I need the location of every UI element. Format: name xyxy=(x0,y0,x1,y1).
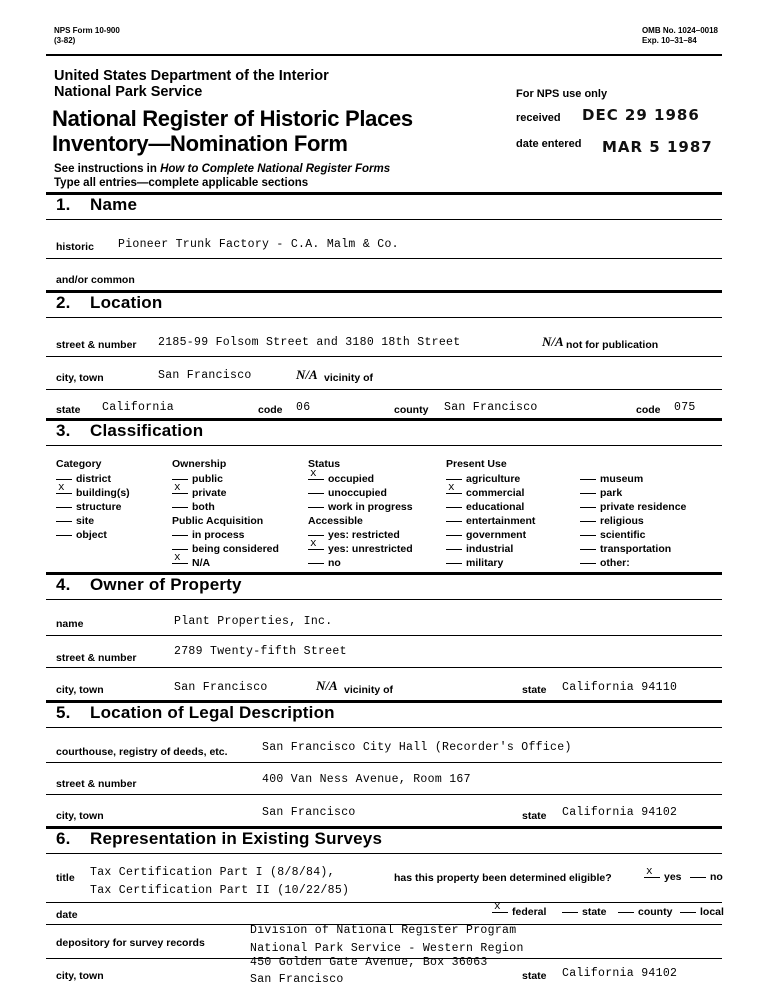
category-item-label: district xyxy=(76,473,112,485)
checkbox-blank[interactable] xyxy=(56,507,72,508)
depository-city-line2[interactable]: San Francisco xyxy=(250,973,344,986)
check-x-mark: x xyxy=(174,482,181,494)
received-label: received xyxy=(516,112,561,124)
checkbox-blank[interactable] xyxy=(56,479,72,480)
checkbox-blank[interactable] xyxy=(446,549,462,550)
section-2-rule-1 xyxy=(46,356,722,357)
agency-line1: United States Department of the Interior xyxy=(54,68,329,84)
checkbox-blank[interactable] xyxy=(618,912,634,913)
owner-vicinity-na: N/A xyxy=(316,678,338,693)
checkbox-blank[interactable] xyxy=(172,507,188,508)
section-4-number: 4. xyxy=(56,575,71,594)
use-item-label: military xyxy=(466,557,504,569)
section-1-rule-1 xyxy=(46,258,722,259)
checkbox-blank[interactable] xyxy=(56,535,72,536)
use-item-label: entertainment xyxy=(466,515,536,527)
check-x-mark: x xyxy=(174,552,181,564)
accessible-item-yes-restricted[interactable] xyxy=(308,529,400,541)
location-state-code-value[interactable]: 06 xyxy=(296,401,311,414)
checkbox-blank[interactable] xyxy=(580,479,596,480)
accessible-heading: Accessible xyxy=(308,515,363,527)
depository-label: depository for survey records xyxy=(56,937,205,949)
checkbox-blank[interactable] xyxy=(580,563,596,564)
use-item-educational[interactable] xyxy=(446,501,524,513)
location-county-code-label: code xyxy=(636,404,661,416)
legal-street-label: street & number xyxy=(56,778,137,790)
section-6-rule-1 xyxy=(46,902,722,903)
use-item-museum[interactable] xyxy=(580,473,643,485)
section-3-title: Classification xyxy=(90,421,204,440)
checkbox-blank[interactable] xyxy=(492,901,508,913)
instructions-line2: Type all entries—complete applicable sections xyxy=(54,177,309,189)
ownership-item-label: public xyxy=(192,473,223,485)
checkbox-blank[interactable] xyxy=(446,479,462,480)
use-item-label: other: xyxy=(600,557,630,569)
page-title xyxy=(52,106,413,156)
section-1-number: 1. xyxy=(56,195,71,214)
use-item-private-residence[interactable] xyxy=(580,501,686,513)
checkbox-blank[interactable] xyxy=(56,521,72,522)
eligible-no-label: no xyxy=(710,871,723,883)
omb-number xyxy=(642,26,718,46)
check-x-mark: x xyxy=(310,468,317,480)
use-item-industrial[interactable] xyxy=(446,543,513,555)
checkbox-blank[interactable] xyxy=(172,482,188,494)
ownership-item-label: both xyxy=(192,501,215,513)
use-item-label: educational xyxy=(466,501,525,513)
location-county-value[interactable]: San Francisco xyxy=(444,401,538,414)
depository-value-line2[interactable]: National Park Service - Western Region xyxy=(250,942,524,955)
use-item-scientific[interactable] xyxy=(580,529,646,541)
depository-state-value[interactable]: California 94102 xyxy=(562,967,678,980)
checkbox-blank[interactable] xyxy=(172,552,188,564)
level-local[interactable] xyxy=(680,906,724,918)
status-item-work-in-progress[interactable] xyxy=(308,501,413,513)
ownership-item-both[interactable] xyxy=(172,501,215,513)
location-street-value[interactable]: 2185-99 Folsom Street and 3180 18th Street xyxy=(158,336,461,349)
category-item-object[interactable] xyxy=(56,529,107,541)
header-divider xyxy=(46,54,722,56)
historic-label: historic xyxy=(56,241,94,253)
category-item-site[interactable] xyxy=(56,515,94,527)
section-3-number: 3. xyxy=(56,421,71,440)
agency-block xyxy=(54,68,329,100)
legal-state-value[interactable]: California 94102 xyxy=(562,806,678,819)
owner-street-value[interactable]: 2789 Twenty-fifth Street xyxy=(174,645,347,658)
section-5-title: Location of Legal Description xyxy=(90,703,335,722)
use-item-transportation[interactable] xyxy=(580,543,671,555)
page-title-line1: National Register of Historic Places xyxy=(52,106,413,131)
location-county-code-value[interactable]: 075 xyxy=(674,401,696,414)
eligible-yes-option[interactable] xyxy=(644,866,682,883)
eligible-yes-label: yes xyxy=(664,871,682,883)
accessible-item-label: yes: restricted xyxy=(328,529,400,541)
accessible-item-label: yes: unrestricted xyxy=(328,543,413,555)
level-federal[interactable] xyxy=(492,901,547,918)
depository-value-line1[interactable]: Division of National Register Program xyxy=(250,924,517,937)
section-4-rule-1 xyxy=(46,635,722,636)
ownership-item-label: private xyxy=(192,487,227,499)
location-state-value[interactable]: California xyxy=(102,401,175,414)
checkbox-blank[interactable] xyxy=(446,535,462,536)
checkbox-blank[interactable] xyxy=(308,468,324,480)
omb-line1: OMB No. 1024–0018 xyxy=(641,26,718,35)
accessible-item-label: no xyxy=(328,557,341,569)
legal-street-value[interactable]: 400 Van Ness Avenue, Room 167 xyxy=(262,773,471,786)
form-number-line2: (3-82) xyxy=(54,36,76,45)
category-item-label: site xyxy=(76,515,95,527)
courthouse-label: courthouse, registry of deeds, etc. xyxy=(56,746,228,758)
owner-state-label: state xyxy=(522,684,547,696)
eligible-no-option[interactable] xyxy=(690,871,723,883)
owner-street-label: street & number xyxy=(56,652,137,664)
acquisition-item-in-process[interactable] xyxy=(172,529,245,541)
use-item-label: government xyxy=(466,529,527,541)
checkbox-blank[interactable] xyxy=(690,877,706,878)
acquisition-item-na[interactable] xyxy=(172,552,211,569)
use-item-park[interactable] xyxy=(580,487,622,499)
date-entered-label: date entered xyxy=(516,138,582,150)
checkbox-blank[interactable] xyxy=(172,549,188,550)
status-item-label: unoccupied xyxy=(328,487,387,499)
category-item-label: structure xyxy=(76,501,122,513)
date-entered-stamp: MAR 5 1987 xyxy=(602,138,713,156)
use-item-entertainment[interactable] xyxy=(446,515,535,527)
legal-state-label: state xyxy=(522,810,547,822)
checkbox-blank[interactable] xyxy=(580,521,596,522)
location-city-label: city, town xyxy=(56,372,104,384)
section-2-rule-2 xyxy=(46,389,722,390)
use-item-label: transportation xyxy=(600,543,672,555)
survey-title-value-line1[interactable]: Tax Certification Part I (8/8/84), xyxy=(90,866,335,879)
check-x-mark: x xyxy=(58,482,65,494)
use-item-government[interactable] xyxy=(446,529,526,541)
section-6-title: Representation in Existing Surveys xyxy=(90,829,383,848)
category-heading: Category xyxy=(56,458,102,470)
acquisition-item-label: N/A xyxy=(192,557,211,569)
use-item-label: religious xyxy=(600,515,644,527)
depository-city-label: city, town xyxy=(56,970,104,982)
nomination-form xyxy=(46,26,724,986)
common-name-label: and/or common xyxy=(56,274,135,286)
location-county-label: county xyxy=(394,404,429,416)
legal-city-value[interactable]: San Francisco xyxy=(262,806,356,819)
use-item-commercial[interactable] xyxy=(446,482,525,499)
level-state[interactable] xyxy=(562,906,607,918)
survey-title-label: title xyxy=(56,872,75,884)
depository-city-line1[interactable]: 450 Golden Gate Avenue, Box 36063 xyxy=(250,956,488,969)
public-acquisition-heading: Public Acquisition xyxy=(172,515,264,527)
location-street-label: street & number xyxy=(56,339,137,351)
section-1-title: Name xyxy=(90,195,138,214)
survey-date-label: date xyxy=(56,909,78,921)
instructions-line1-prefix: See instructions in xyxy=(54,163,161,175)
check-x-mark: x xyxy=(310,538,317,550)
section-5-rule-2 xyxy=(46,794,722,795)
use-item-agriculture[interactable] xyxy=(446,473,520,485)
check-x-mark: x xyxy=(494,901,501,913)
check-x-mark: x xyxy=(646,866,653,878)
use-item-label: agriculture xyxy=(466,473,521,485)
level-label: federal xyxy=(512,906,547,918)
location-vicinity-label: vicinity of xyxy=(324,372,374,384)
checkbox-blank[interactable] xyxy=(172,535,188,536)
owner-name-value[interactable]: Plant Properties, Inc. xyxy=(174,615,333,628)
checkbox-blank[interactable] xyxy=(308,538,324,550)
received-date-stamp: DEC 29 1986 xyxy=(582,106,700,124)
section-1-bar xyxy=(46,192,722,220)
use-item-label: museum xyxy=(600,473,644,485)
checkbox-blank[interactable] xyxy=(172,479,188,480)
checkbox-blank[interactable] xyxy=(680,912,696,913)
checkbox-blank[interactable] xyxy=(308,535,324,536)
location-vicinity-na: N/A xyxy=(296,367,318,382)
section-4-title: Owner of Property xyxy=(90,575,242,594)
checkbox-blank[interactable] xyxy=(446,521,462,522)
depository-state-label: state xyxy=(522,970,547,982)
use-item-label: park xyxy=(600,487,623,499)
use-item-label: scientific xyxy=(600,529,646,541)
section-5-rule-1 xyxy=(46,762,722,763)
section-2-number: 2. xyxy=(56,293,71,312)
use-item-religious[interactable] xyxy=(580,515,644,527)
category-item-label: object xyxy=(76,529,107,541)
status-heading: Status xyxy=(308,458,341,470)
owner-state-value[interactable]: California 94110 xyxy=(562,681,678,694)
use-item-other[interactable] xyxy=(580,557,630,569)
level-label: local xyxy=(700,906,724,918)
ownership-heading: Ownership xyxy=(172,458,227,470)
acquisition-item-label: being considered xyxy=(192,543,279,555)
agency-line2: National Park Service xyxy=(54,84,203,100)
location-state-label: state xyxy=(56,404,81,416)
checkbox-blank[interactable] xyxy=(580,549,596,550)
owner-vicinity-label: vicinity of xyxy=(344,684,394,696)
location-state-code-label: code xyxy=(258,404,283,416)
status-item-unoccupied[interactable] xyxy=(308,487,387,499)
checkbox-blank[interactable] xyxy=(308,493,324,494)
instructions-line1-italic: How to Complete National Register Forms xyxy=(160,163,391,175)
historic-value[interactable]: Pioneer Trunk Factory - C.A. Malm & Co. xyxy=(118,238,399,251)
instructions-line1 xyxy=(54,162,390,176)
not-for-publication-na: N/A xyxy=(542,334,564,349)
status-item-label: work in progress xyxy=(328,501,413,513)
checkbox-blank[interactable] xyxy=(580,535,596,536)
page-title-line2: Inventory—Nomination Form xyxy=(52,131,348,156)
use-item-label: industrial xyxy=(466,543,514,555)
section-5-number: 5. xyxy=(56,703,71,722)
acquisition-item-label: in process xyxy=(192,529,245,541)
level-label: county xyxy=(638,906,673,918)
use-item-military[interactable] xyxy=(446,557,503,569)
location-city-value[interactable]: San Francisco xyxy=(158,369,252,382)
owner-city-value[interactable]: San Francisco xyxy=(174,681,268,694)
level-county[interactable] xyxy=(618,906,672,918)
acquisition-item-being-considered[interactable] xyxy=(172,543,279,555)
survey-title-value-line2[interactable]: Tax Certification Part II (10/22/85) xyxy=(90,884,350,897)
courthouse-value[interactable]: San Francisco City Hall (Recorder's Office) xyxy=(262,741,572,754)
checkbox-blank[interactable] xyxy=(308,563,324,564)
checkbox-blank[interactable] xyxy=(580,493,596,494)
section-4-rule-2 xyxy=(46,667,722,668)
section-2-title: Location xyxy=(90,293,163,312)
category-item-buildings[interactable] xyxy=(56,482,130,499)
checkbox-blank[interactable] xyxy=(446,507,462,508)
checkbox-blank[interactable] xyxy=(446,482,462,494)
instructions xyxy=(54,162,390,190)
present-use-heading: Present Use xyxy=(446,458,507,470)
ownership-item-private[interactable] xyxy=(172,482,227,499)
checkbox-blank[interactable] xyxy=(562,912,578,913)
eligible-question-label: has this property been determined eligible? xyxy=(394,872,612,884)
owner-city-label: city, town xyxy=(56,684,104,696)
form-number xyxy=(54,26,120,46)
accessible-item-yes-unrestricted[interactable] xyxy=(308,538,413,555)
category-item-structure[interactable] xyxy=(56,501,122,513)
checkbox-blank[interactable] xyxy=(644,866,660,878)
use-item-label: private residence xyxy=(600,501,687,513)
owner-name-label: name xyxy=(56,618,84,630)
checkbox-blank[interactable] xyxy=(308,507,324,508)
nps-use-only-label: For NPS use only xyxy=(516,88,608,100)
section-6-number: 6. xyxy=(56,829,71,848)
level-label: state xyxy=(582,906,607,918)
category-item-label: building(s) xyxy=(76,487,130,499)
check-x-mark: x xyxy=(448,482,455,494)
accessible-item-no[interactable] xyxy=(308,557,341,569)
form-number-line1: NPS Form 10-900 xyxy=(54,26,120,35)
checkbox-blank[interactable] xyxy=(446,563,462,564)
checkbox-blank[interactable] xyxy=(56,482,72,494)
legal-city-label: city, town xyxy=(56,810,104,822)
status-item-label: occupied xyxy=(328,473,375,485)
not-for-publication-label: not for publication xyxy=(566,339,659,351)
status-item-occupied[interactable] xyxy=(308,468,375,485)
omb-line2: Exp. 10–31–84 xyxy=(641,36,697,45)
use-item-label: commercial xyxy=(466,487,525,499)
checkbox-blank[interactable] xyxy=(580,507,596,508)
